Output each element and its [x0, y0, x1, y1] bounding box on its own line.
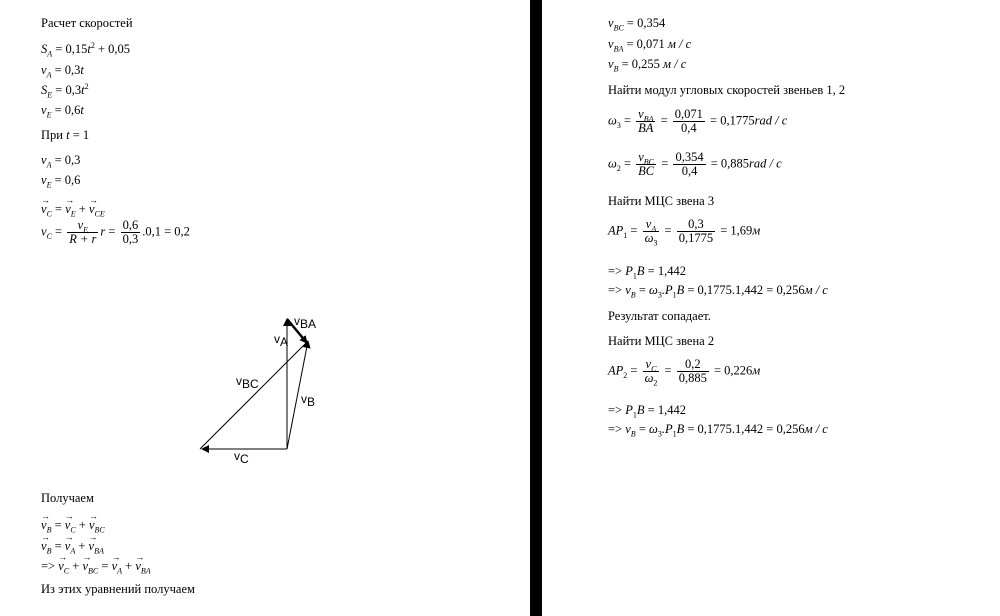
- equation-vc-value: $v_C$ = $\frac{v_E}{R + r}$ r = $\frac{0,6}{0,3}$ .0,1 = 0,2: [41, 218, 190, 246]
- value-ve: $v_E = 0,6$: [41, 173, 81, 190]
- result-p1b-a: => $P_1B = 1,442$: [608, 264, 686, 281]
- match-text: Результат сопадает.: [608, 309, 711, 323]
- vector-equation-1: → $v_B$ = → $v_C$ + → $v_{BC}$: [41, 518, 105, 532]
- section-title-velocity: Расчет скоростей: [41, 16, 133, 30]
- label-vbc: vBC: [236, 374, 259, 391]
- formula-ap1: $AP_1$ = $\frac{v_A}{\omega_3}$ = $\frac{0,3}{0,1775}$ = 1,69м: [608, 217, 761, 248]
- formula-omega3: $\omega_3$ = $\frac{v_{BA}}{BA}$ = $\frac{0,071}{0,4}$ = 0,1775rad / c: [608, 107, 788, 135]
- value-vb: $v_B = 0,255$ м / с: [608, 57, 687, 74]
- section-title-angular: Найти модул угловых скоростей звеньев 1, 2: [608, 83, 846, 97]
- label-vba: vBA: [294, 314, 317, 331]
- vector-vbc: [200, 341, 308, 449]
- formula-va: $v_A = 0,3t$: [41, 63, 84, 80]
- value-vba: $v_{BA} = 0,071$ м / с: [608, 37, 692, 54]
- section-title-icv2: Найти МЦС звена 2: [608, 334, 715, 348]
- formula-ve: $v_E = 0,6t$: [41, 103, 84, 120]
- vector-equation-3: => → $v_C$ + → $v_{BC}$ = → $v_A$ + → $v_{BA}$: [41, 559, 151, 573]
- formula-ap2: $AP_2$ = $\frac{v_C}{\omega_2}$ = $\frac{0,2}{0,885}$ = 0,226м: [608, 357, 761, 388]
- footer-text: Из этих уравнений получаем: [41, 582, 195, 596]
- vector-equation-2: → $v_B$ = → $v_A$ + → $v_{BA}$: [41, 539, 104, 553]
- result-vb-b: => $v_B = \omega_3.P_1B = 0,1775.1,442 = 0,256м / с$: [608, 422, 828, 439]
- vector-equation-vc: → $v_C$ = → $v_E$ + → $v_{CE}$: [41, 202, 105, 216]
- formula-se: $S_E = 0,3t^2$: [41, 81, 89, 100]
- value-va: $v_A = 0,3$: [41, 153, 81, 170]
- condition-line: При t = 1: [41, 128, 90, 142]
- velocity-diagram: [190, 305, 340, 465]
- document-page-right: [542, 0, 1000, 616]
- formula-omega2: $\omega_2$ = $\frac{v_{BC}}{BC}$ = $\frac{0,354}{0,4}$ = 0,885rad / c: [608, 150, 782, 178]
- result-p1b-b: => $P_1B = 1,442$: [608, 403, 686, 420]
- label-vc: vC: [234, 449, 249, 465]
- section-title-result: Получаем: [41, 491, 94, 505]
- result-vb-a: => $v_B = \omega_3.P_1B = 0,1775.1,442 = 0,256м / с$: [608, 283, 828, 300]
- page-gutter: [530, 0, 542, 616]
- section-title-icv3: Найти МЦС звена 3: [608, 194, 715, 208]
- label-vb: vB: [301, 392, 316, 409]
- formula-sa: $S_A = 0,15t^2 + 0,05$: [41, 40, 130, 59]
- value-vbc: $v_{BC} = 0,354$: [608, 16, 666, 33]
- label-va: vA: [274, 332, 289, 349]
